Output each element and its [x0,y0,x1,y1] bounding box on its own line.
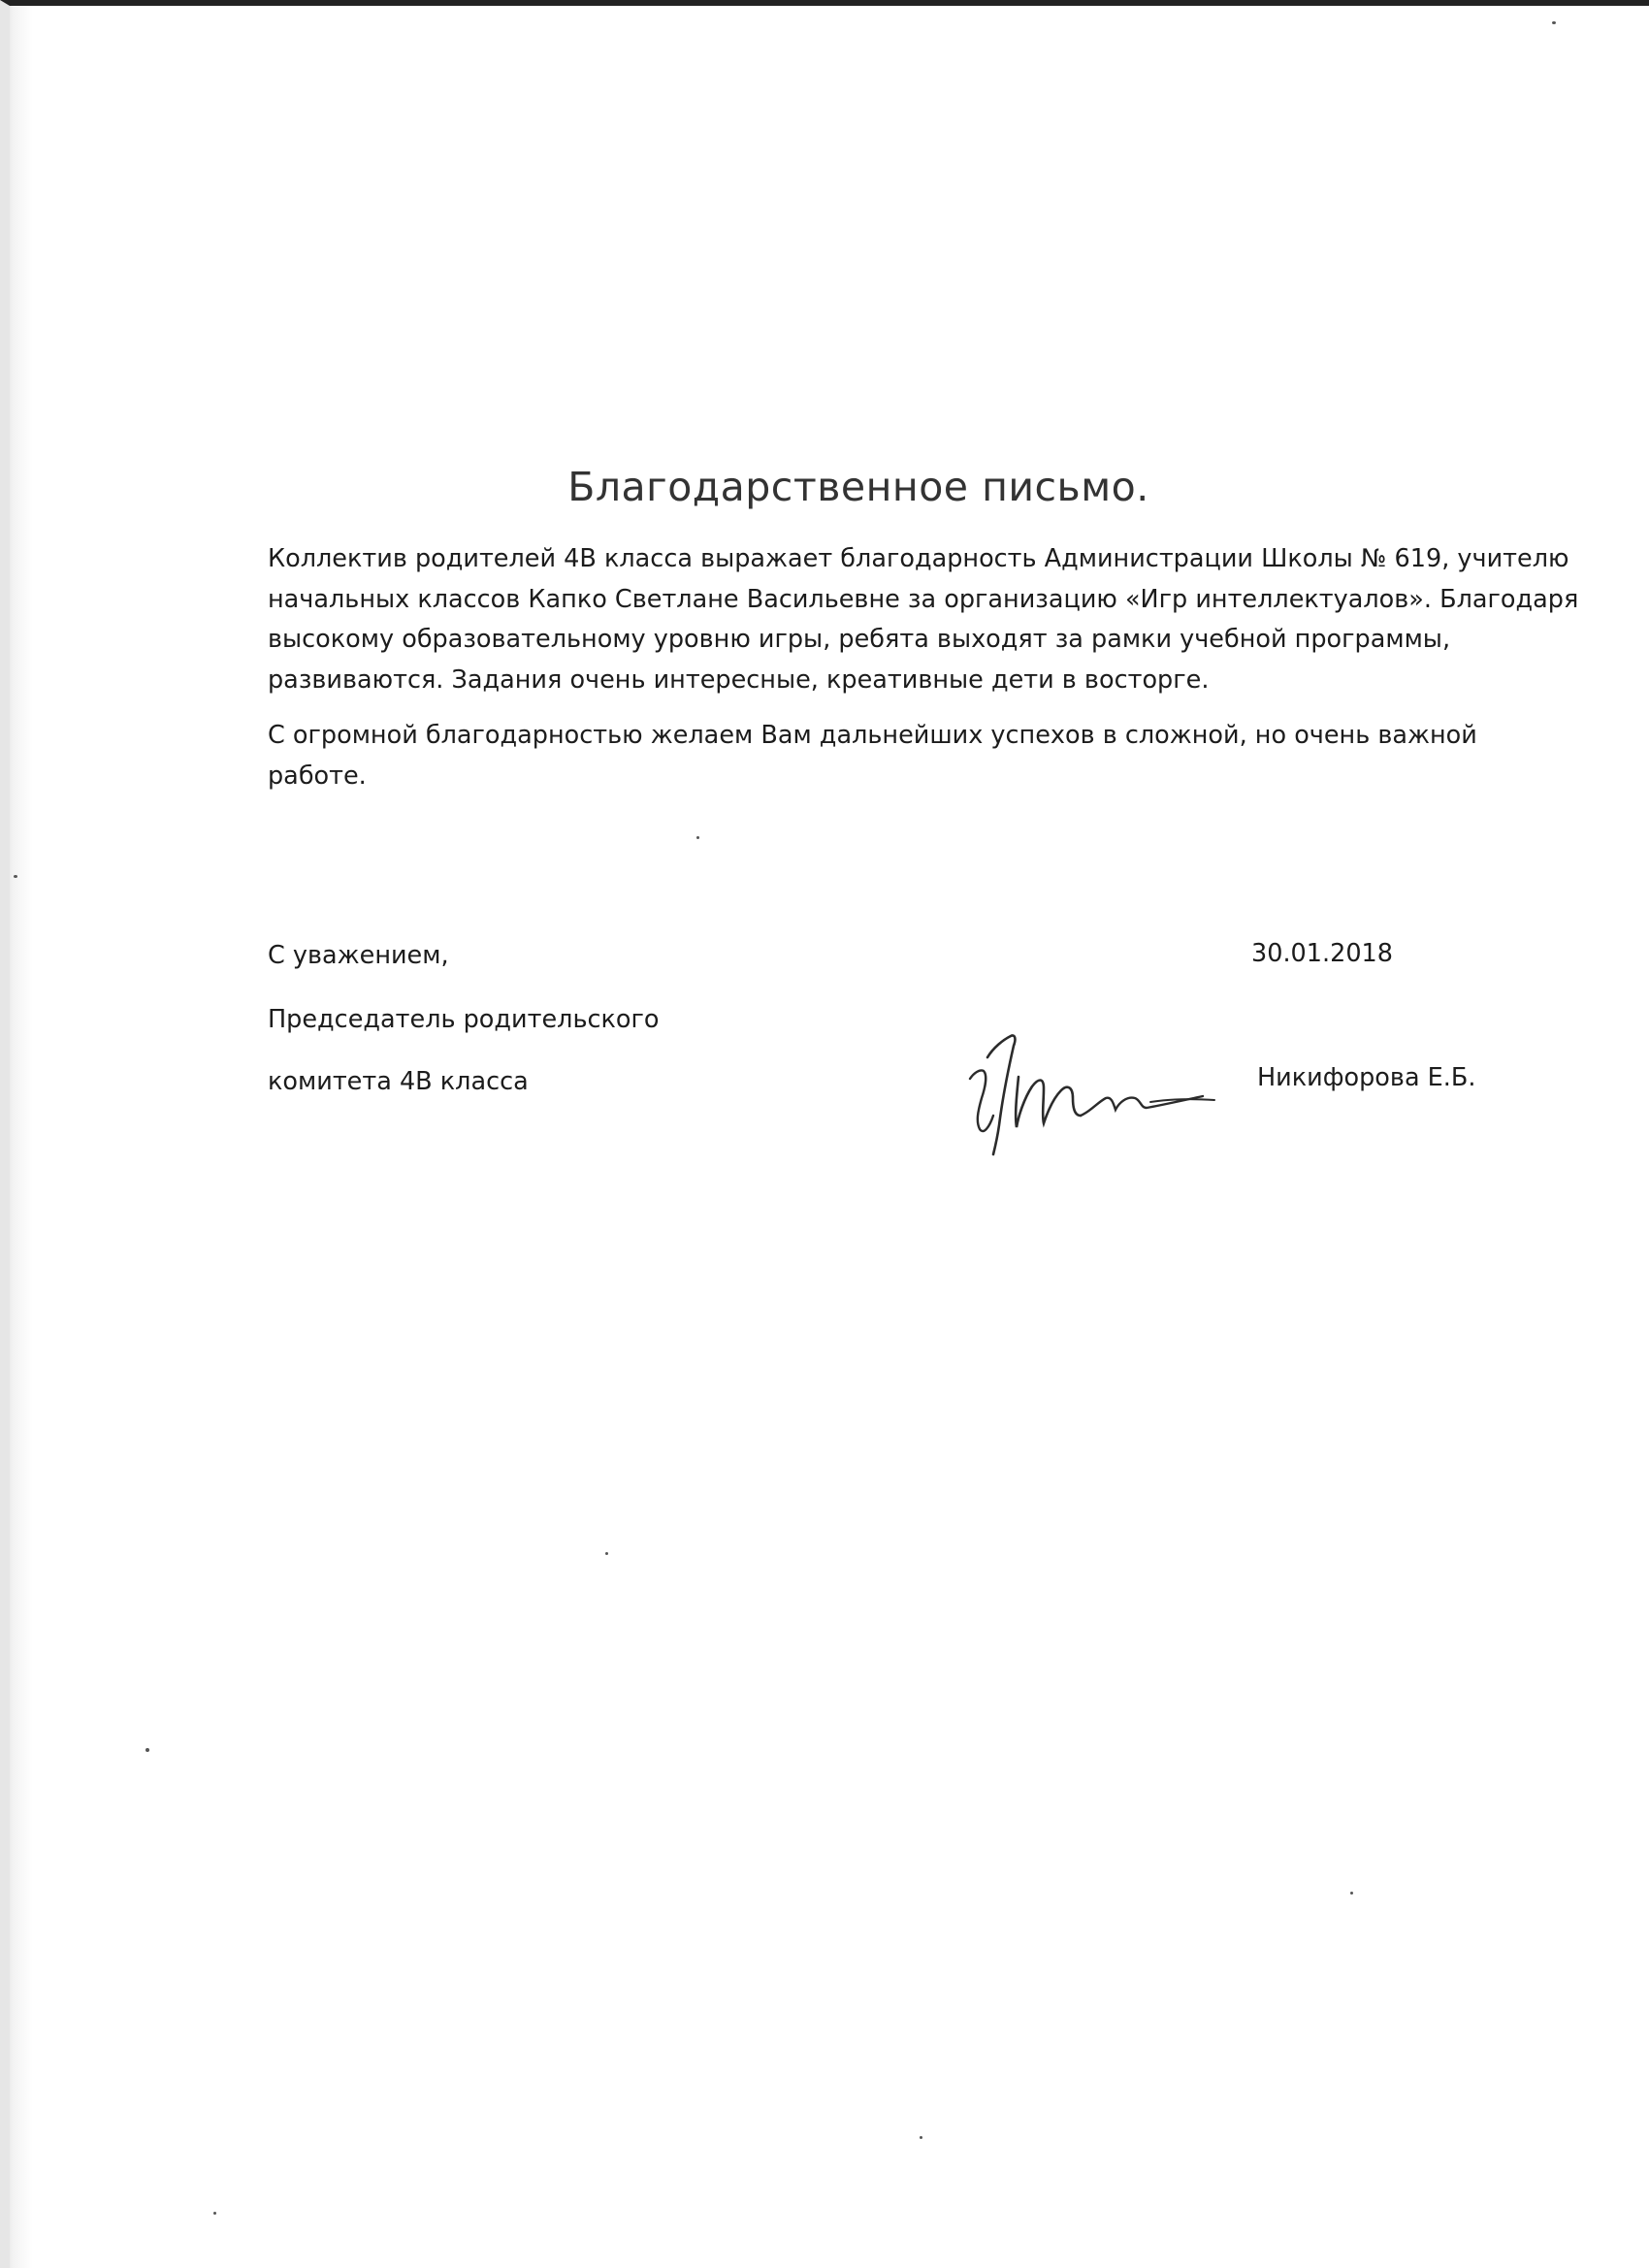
scan-speck [146,1748,149,1752]
letter-title: Благодарственное письмо. [567,464,1149,510]
closing-regards: С уважением, [268,941,449,970]
scan-speck [696,836,699,839]
handwritten-signature [960,1019,1222,1164]
letter-paragraph-1 [268,539,1579,700]
scan-speck [14,875,17,878]
paragraph-1-line: начальных классов Капко Светлане Васильевне за организацию «Игр интеллектуалов». Благодаря [268,584,1579,614]
scan-speck [1350,1892,1353,1895]
scan-speck [605,1552,608,1555]
letter-paragraph-2 [268,716,1480,796]
paragraph-1-line: развиваются. Задания очень интересные, креативные дети в восторге. [268,664,1210,695]
signer-name: Никифорова Е.Б. [1257,1063,1476,1092]
scan-speck [920,2136,922,2139]
letter-date: 30.01.2018 [1251,939,1394,968]
paragraph-1-line: высокому образовательному уровню игры, ребята выходят за рамки учебной программы, [268,625,1451,654]
closing-position-line-1: Председатель родительского [268,1005,660,1034]
paragraph-1-line: Коллектив родителей 4В класса выражает благодарность Администрации Школы № 619, учителю [268,544,1569,573]
scan-speck [213,2212,216,2215]
paragraph-2-line: работе. [268,761,367,791]
scan-speck [1552,21,1556,24]
paragraph-2-line: С огромной благодарностью желаем Вам дальнейших успехов в сложной, но очень важной [268,721,1477,750]
closing-position-line-2: комитета 4В класса [268,1067,529,1096]
